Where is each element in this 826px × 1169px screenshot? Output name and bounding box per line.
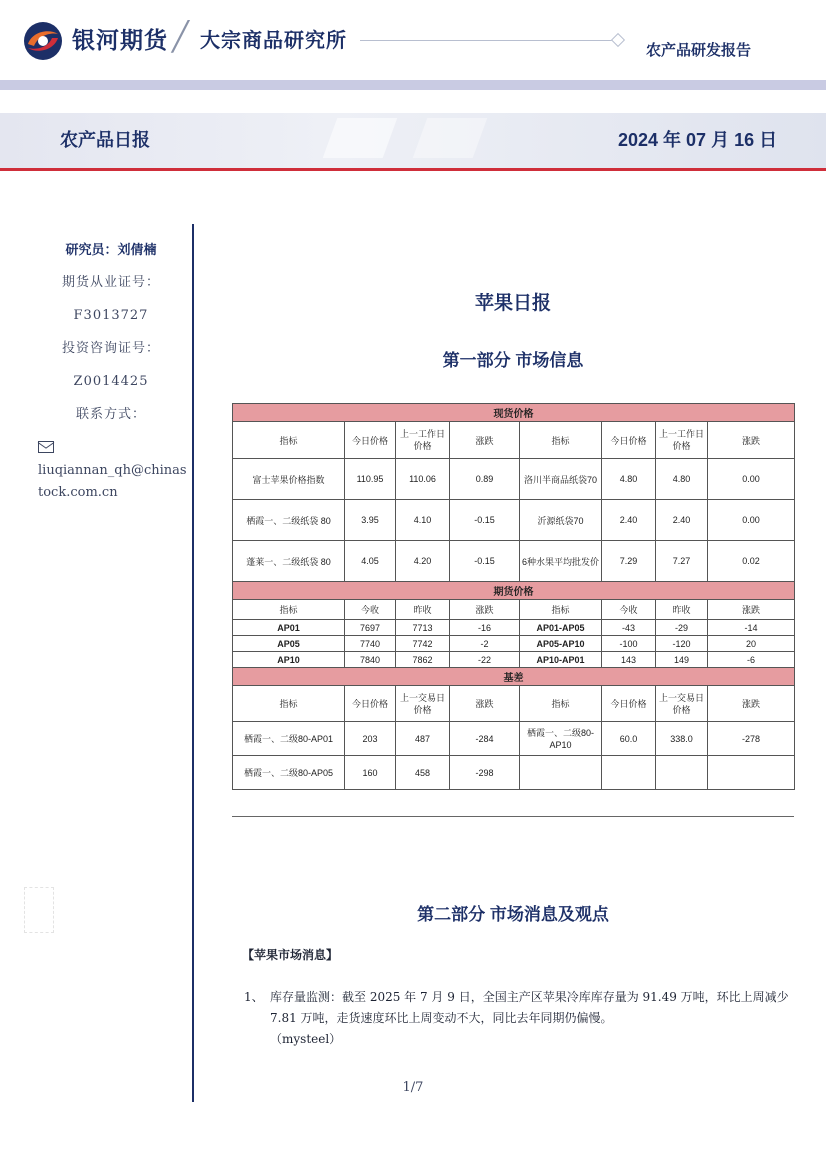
table-cell: 487 [396, 722, 450, 756]
table-row [233, 756, 795, 790]
table-cell: 7740 [345, 636, 396, 652]
table-row [233, 500, 795, 541]
table-cell: AP10-AP01 [520, 652, 602, 668]
table-cell: AP05 [233, 636, 345, 652]
table-cell: 2.40 [602, 500, 656, 541]
table-cell: 蓬莱一、二级纸袋 80 [233, 541, 345, 582]
table-cell: 4.10 [396, 500, 450, 541]
table-header: 昨收 [396, 600, 450, 620]
table-header: 指标 [520, 422, 602, 459]
table-header: 指标 [520, 600, 602, 620]
table-header: 昨收 [656, 600, 708, 620]
section-spot: 现货价格 [233, 404, 795, 422]
table-header: 涨跌 [708, 686, 795, 722]
table-cell: 7697 [345, 620, 396, 636]
table-cell: 149 [656, 652, 708, 668]
table-cell: 0.89 [450, 459, 520, 500]
table-header: 今日价格 [345, 686, 396, 722]
table-cell: 4.20 [396, 541, 450, 582]
table-header: 上一交易日价格 [396, 686, 450, 722]
page-number: 1/7 [402, 1080, 424, 1095]
table-cell: 沂源纸袋70 [520, 500, 602, 541]
news-text: 库存量监测：截至 2025 年 7 月 9 日，全国主产区苹果冷库库存量为 91.49 万吨，环比上周减少 7.81 万吨，走货速度环比上周变动不大，同比去年同期仍偏慢。 [270, 990, 789, 1025]
table-header: 指标 [233, 600, 345, 620]
table-header: 指标 [520, 686, 602, 722]
table-cell: -0.15 [450, 500, 520, 541]
table-cell: -100 [602, 636, 656, 652]
news-heading: 【苹果市场消息】 [242, 948, 339, 962]
table-cell: 458 [396, 756, 450, 790]
table-cell [520, 756, 602, 790]
email-line: liuqiannan_qh@chinas [38, 463, 187, 478]
table-row [233, 459, 795, 500]
table-cell [602, 756, 656, 790]
table-header: 上一工作日价格 [396, 422, 450, 459]
table-cell: 栖霞一、二级纸袋 80 [233, 500, 345, 541]
table-cell: 栖霞一、二级80-AP01 [233, 722, 345, 756]
table-header: 今日价格 [602, 686, 656, 722]
table-cell: AP05-AP10 [520, 636, 602, 652]
table-cell: 4.80 [602, 459, 656, 500]
division-name: 大宗商品研究所 [200, 30, 347, 52]
table-header: 上一交易日价格 [656, 686, 708, 722]
table-cell: AP10 [233, 652, 345, 668]
table-row [233, 620, 795, 636]
license-number: F3013727 [73, 308, 149, 323]
table-cell: AP01 [233, 620, 345, 636]
report-title: 苹果日报 [474, 293, 551, 314]
consult-number: Z0014425 [73, 374, 149, 389]
table-row [233, 722, 795, 756]
table-header: 涨跌 [450, 600, 520, 620]
table-cell: 7742 [396, 636, 450, 652]
table-cell: 7840 [345, 652, 396, 668]
table-cell: 143 [602, 652, 656, 668]
table-header: 指标 [233, 686, 345, 722]
license-label: 期货从业证号： [61, 275, 160, 290]
news-item [244, 987, 789, 1050]
header-rule [360, 40, 618, 41]
report-type: 农产品研发报告 [646, 42, 752, 59]
accent-rule [0, 168, 826, 171]
table-row [233, 652, 795, 668]
table-cell: AP01-AP05 [520, 620, 602, 636]
table-cell: 203 [345, 722, 396, 756]
table-cell [656, 756, 708, 790]
contact-label: 联系方式： [75, 407, 146, 422]
table-cell: -43 [602, 620, 656, 636]
table-cell: -120 [656, 636, 708, 652]
table-header: 涨跌 [450, 686, 520, 722]
galaxy-logo-icon [22, 20, 64, 62]
section-basis: 基差 [233, 668, 795, 686]
table-cell: 富士苹果价格指数 [233, 459, 345, 500]
table-cell: -298 [450, 756, 520, 790]
table-cell: 0.02 [708, 541, 795, 582]
table-cell: 3.95 [345, 500, 396, 541]
faint-placeholder [24, 887, 54, 933]
table-cell: 110.95 [345, 459, 396, 500]
table-cell: 4.05 [345, 541, 396, 582]
table-cell: -278 [708, 722, 795, 756]
market-data-table [232, 403, 795, 790]
brand-name: 银河期货 [72, 27, 168, 53]
consult-label: 投资咨询证号： [61, 341, 160, 356]
email-line: tock.com.cn [38, 485, 118, 500]
section-futures: 期货价格 [233, 582, 795, 600]
table-cell: 4.80 [656, 459, 708, 500]
table-cell: 2.40 [656, 500, 708, 541]
table-row [233, 541, 795, 582]
table-cell: 338.0 [656, 722, 708, 756]
table-header: 今日价格 [602, 422, 656, 459]
diamond-icon [611, 33, 625, 47]
sidebar-divider [192, 224, 194, 1102]
header-band [0, 80, 826, 90]
table-cell: -29 [656, 620, 708, 636]
table-header: 上一工作日价格 [656, 422, 708, 459]
table-cell: 7.27 [656, 541, 708, 582]
report-header [0, 0, 826, 172]
mail-icon [38, 441, 54, 453]
table-header: 今收 [345, 600, 396, 620]
table-row [233, 636, 795, 652]
brand-separator: ╱ [172, 21, 189, 52]
table-cell: -284 [450, 722, 520, 756]
table-header: 今收 [602, 600, 656, 620]
table-cell: -0.15 [450, 541, 520, 582]
news-source: （mysteel） [270, 1032, 342, 1046]
table-cell: 20 [708, 636, 795, 652]
table-cell: 7.29 [602, 541, 656, 582]
table-header: 涨跌 [450, 422, 520, 459]
table-cell: -16 [450, 620, 520, 636]
table-cell: 6种水果平均批发价 [520, 541, 602, 582]
table-cell: -2 [450, 636, 520, 652]
table-cell: 洛川半商品纸袋70 [520, 459, 602, 500]
table-cell: 0.00 [708, 459, 795, 500]
table-header: 涨跌 [708, 422, 795, 459]
table-header: 今日价格 [345, 422, 396, 459]
table-bottom-rule [232, 816, 794, 817]
table-cell: -6 [708, 652, 795, 668]
table-cell: 栖霞一、二级80-AP10 [520, 722, 602, 756]
table-cell: 7862 [396, 652, 450, 668]
table-cell: 栖霞一、二级80-AP05 [233, 756, 345, 790]
table-cell: 7713 [396, 620, 450, 636]
section-heading: 第一部分 市场信息 [442, 351, 584, 370]
daily-title: 农产品日报 [60, 130, 150, 150]
table-cell: -22 [450, 652, 520, 668]
table-header: 涨跌 [708, 600, 795, 620]
table-cell: 110.06 [396, 459, 450, 500]
table-cell [708, 756, 795, 790]
report-date: 2024 年 07 月 16 日 [618, 130, 778, 150]
table-cell: 160 [345, 756, 396, 790]
table-cell: -14 [708, 620, 795, 636]
researcher-name: 研究员：刘倩楠 [65, 242, 157, 257]
contact-email[interactable] [30, 438, 192, 504]
author-sidebar [30, 240, 192, 504]
section-heading: 第二部分 市场消息及观点 [417, 905, 609, 924]
table-header: 指标 [233, 422, 345, 459]
news-number: 1、 [244, 990, 264, 1004]
table-cell: 60.0 [602, 722, 656, 756]
table-cell: 0.00 [708, 500, 795, 541]
